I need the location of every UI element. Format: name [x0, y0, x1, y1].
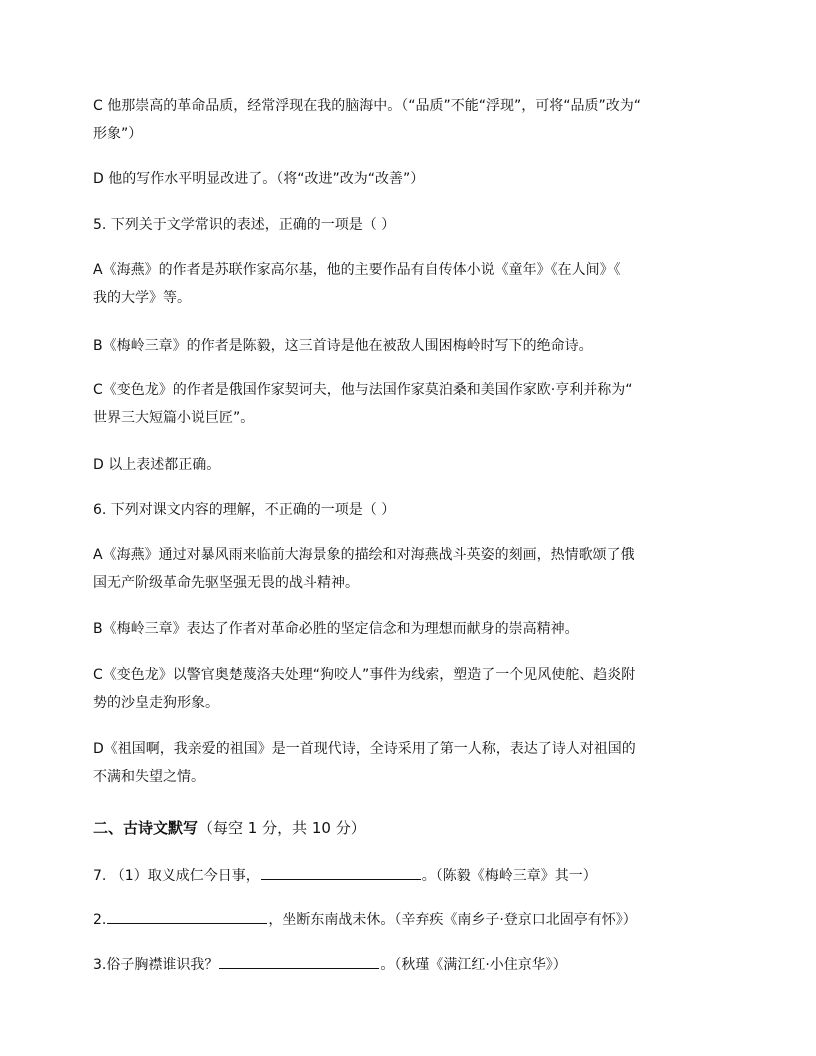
fill-blank-7-3[interactable] [219, 950, 379, 969]
question-7-1: 7. （1）取义成仁今日事， 。（陈毅《梅岭三章》其一） [93, 861, 733, 890]
section-2-title: 二、古诗文默写 [93, 819, 199, 837]
question-7-3: 3.俗子胸襟谁识我？ 。（秋瑾《满江红·小住京华》） [93, 950, 733, 979]
q5-option-b: B《梅岭三章》的作者是陈毅，这三首诗是他在被敌人围困梅岭时写下的绝命诗。 [93, 338, 593, 354]
section-2-heading [93, 814, 733, 842]
q6-option-b: B《梅岭三章》表达了作者对革命必胜的坚定信念和为理想而献身的崇高精神。 [93, 621, 579, 637]
q4-option-c [93, 92, 733, 148]
fill-blank-7-1[interactable] [261, 861, 421, 880]
q5-option-a: A《海燕》的作者是苏联作家高尔基，他的主要作品有自传体小说《童年》《在人间》《 我的大学》等。 [93, 262, 621, 306]
section-2-score: （每空 1 分，共 10 分） [198, 819, 366, 837]
q4c-line1: C 他那崇高的革命品质，经常浮现在我的脑海中。（“品质”不能“浮现”，可将“品质”改为“ [93, 98, 641, 114]
q5-option-c: C《变色龙》的作者是俄国作家契诃夫，他与法国作家莫泊桑和美国作家欧·亨利并称为“ 世界三大短篇小说巨匠”。 [93, 382, 633, 426]
q4-option-d: D 他的写作水平明显改进了。（将“改进”改为“改善”） [93, 171, 425, 187]
question-6: 6. 下列对课文内容的理解，不正确的一项是（ ） [93, 502, 396, 518]
q5-option-d: D 以上表述都正确。 [93, 457, 221, 473]
question-5: 5. 下列关于文学常识的表述，正确的一项是（ ） [93, 217, 396, 233]
q6-option-d: D《祖国啊，我亲爱的祖国》是一首现代诗，全诗采用了第一人称，表达了诗人对祖国的 不满和失望之情。 [93, 741, 636, 785]
fill-blank-7-2[interactable] [107, 905, 267, 924]
q6-option-a: A《海燕》通过对暴风雨来临前大海景象的描绘和对海燕战斗英姿的刻画，热情歌颂了俄 国无产阶级革命先驱坚强无畏的战斗精神。 [93, 547, 635, 591]
question-7-2: 2. ，坐断东南战未休。（辛弃疾《南乡子·登京口北固亭有怀》） [93, 905, 733, 934]
q4c-line2: 形象”） [93, 126, 143, 142]
q6-option-c: C《变色龙》以警官奥楚蔑洛夫处理“狗咬人”事件为线索，塑造了一个见风使舵、趋炎附 势的沙皇走狗形象。 [93, 667, 636, 711]
